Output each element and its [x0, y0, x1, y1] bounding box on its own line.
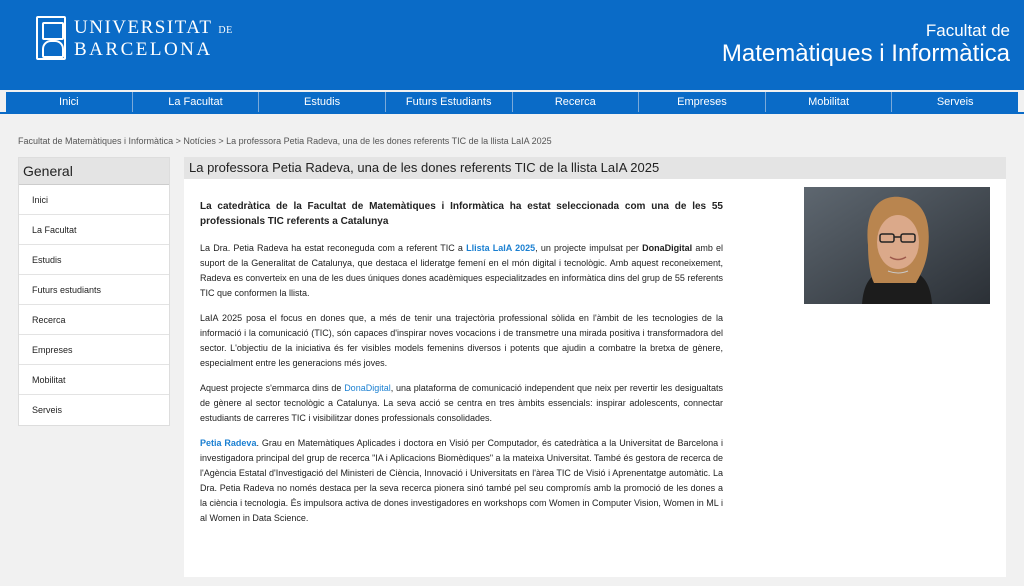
sidebar-item-estudis[interactable]: Estudis — [19, 245, 169, 275]
sidebar-item-recerca[interactable]: Recerca — [19, 305, 169, 335]
university-name: UNIVERSITAT DE BARCELONA — [74, 16, 233, 60]
paragraph-2: LaIA 2025 posa el focus en dones que, a més de tenir una trajectòria professional sòlida en l'àmbit de les tecnologies de la informació i la comunicació (TIC), són capaces d'inspirar noves vocacions i de transmetre una mirada positiva i transformadora del sector. L'objectiu de la iniciativa és fer visibles models femenins diversos i potents que ajudin a combatre la bretxa de gènere, especialment entre les generacions més joves. — [200, 313, 723, 368]
nav-item-inici[interactable]: Inici — [6, 92, 133, 112]
petia-radeva-link[interactable]: Petia Radeva — [200, 438, 257, 448]
sidebar-item-serveis[interactable]: Serveis — [32, 405, 63, 415]
donadigital-link[interactable]: DonaDigital — [344, 383, 391, 393]
nav-item-serveis[interactable]: Serveis — [936, 96, 974, 108]
faculty-title: Facultat de Matemàtiques i Informàtica — [721, 21, 1010, 67]
paragraph-1: La Dra. Petia Radeva ha estat reconeguda com a referent TIC a Llista LaIA 2025, un projecte impulsat per DonaDigital amb el suport de la Generalitat de Catalunya, que destaca el lideratge femení en el món digital i tecnològic. Amb aquest reconeixement, Radeva es converteix en una de les dues úniques dones acadèmiques especialitzades en informàtica dins del grup de 55 referents TIC que conformen la llista. — [200, 243, 724, 298]
sidebar-item-empreses[interactable]: Empreses — [19, 335, 169, 365]
sidebar-item-mobilitat[interactable]: Mobilitat — [19, 365, 169, 395]
university-logo[interactable] — [36, 16, 233, 60]
llista-laia-link[interactable]: Llista LaIA 2025 — [466, 243, 536, 253]
nav-item-mobilitat[interactable]: Mobilitat — [766, 92, 893, 112]
university-seal-icon — [36, 16, 66, 60]
paragraph-4: Petia Radeva. Grau en Matemàtiques Aplicades i doctora en Visió per Computador, és catedràtica a la Universitat de Barcelona i investigadora principal del grup de recerca "IA i Aplicacions Biomèdiques" a la mateixa Universitat. També és gestora de recerca de l'Agència Estatal d'Investigació del Ministeri de Ciència, Innovació i Universitats en l'àrea TIC de Visió i Aprenentatge automàtic. La Dra. Petia Radeva no només destaca per la seva recerca pionera sinó també pel seu compromís amb la promoció de les dones a la ciència i tecnologia. És impulsora activa de dones investigadores en workshops com Women in Computer Vision, Women in ML i al Women in Data Science. — [200, 438, 724, 523]
site-header — [0, 0, 1024, 90]
nav-item-la-facultat[interactable]: La Facultat — [133, 92, 260, 112]
sidebar-title: General — [19, 158, 169, 185]
article-title: La professora Petia Radeva, una de les dones referents TIC de la llista LaIA 2025 — [184, 157, 1006, 179]
nav-divider — [0, 112, 1024, 114]
sidebar-item-futurs-estudiants[interactable]: Futurs estudiants — [19, 275, 169, 305]
sidebar-menu — [18, 157, 170, 426]
article — [184, 157, 1006, 577]
portrait-image — [804, 187, 990, 304]
sidebar-item-inici[interactable]: Inici — [19, 185, 169, 215]
nav-item-empreses[interactable]: Empreses — [639, 92, 766, 112]
nav-item-recerca[interactable]: Recerca — [513, 92, 640, 112]
petia-radeva-photo — [804, 187, 990, 304]
nav-item-estudis[interactable]: Estudis — [259, 92, 386, 112]
main-nav — [6, 92, 1018, 112]
donadigital-bold: DonaDigital — [642, 243, 693, 253]
article-body — [200, 199, 723, 536]
article-lead: La catedràtica de la Facultat de Matemàtiques i Informàtica ha estat seleccionada com una de les 55 professionals TIC referents a Catalunya — [200, 201, 723, 227]
nav-item-futurs-estudiants[interactable]: Futurs Estudiants — [386, 92, 513, 112]
breadcrumb[interactable]: Facultat de Matemàtiques i Informàtica > Notícies > La professora Petia Radeva, una de les dones referents TIC de la llista LaIA 2025 — [18, 136, 552, 146]
paragraph-3: Aquest projecte s'emmarca dins de DonaDigital, una plataforma de comunicació independent que neix per revertir les desigualtats de gènere al sector tecnològic a Catalunya. La seva acció se centra en tres àmbits essencials: inspirar adolescents, connectar estudiants de carreres TIC i visibilitzar dones professionals consolidades. — [200, 383, 723, 423]
sidebar-item-la-facultat[interactable]: La Facultat — [19, 215, 169, 245]
